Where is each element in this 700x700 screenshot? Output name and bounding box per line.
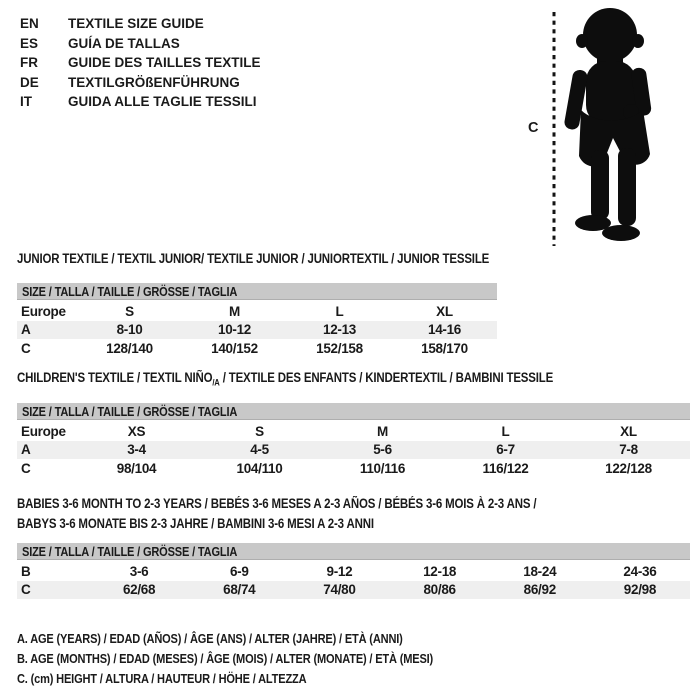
table-cell: 4-5 (250, 442, 269, 458)
toddler-silhouette-icon (560, 6, 667, 246)
language-code: IT (20, 94, 32, 110)
size-header-bar (17, 543, 690, 560)
table-row (17, 441, 690, 460)
language-row-es (20, 34, 261, 54)
table-cell: S (125, 303, 134, 319)
table-cell: 116/122 (482, 460, 529, 476)
junior-size-table (17, 283, 497, 358)
table-cell: 98/104 (116, 460, 157, 476)
table-cell: 68/74 (223, 582, 256, 598)
footnote-a: A. AGE (YEARS) / EDAD (AÑOS) / ÂGE (ANS) / ALTER (JAHRE) / ETÀ (ANNI) (17, 631, 403, 646)
language-label: GUÍA DE TALLAS (68, 35, 180, 51)
section-title (17, 370, 690, 388)
table-cell: 3-6 (129, 563, 149, 579)
height-marker-label: C (528, 120, 539, 136)
table-cell: L (335, 303, 344, 319)
table-cell: XL (436, 303, 453, 319)
table-cell: 62/68 (122, 582, 156, 598)
language-label: TEXTILGRÖßENFÜHRUNG (68, 74, 240, 90)
table-row (17, 581, 690, 600)
section-title-line1: BABIES 3-6 MONTH TO 2-3 YEARS / BEBÉS 3-6 MESES A 2-3 AÑOS / BÉBÉS 3-6 MOIS À 2-3 ANS / (17, 496, 537, 511)
language-row-fr (20, 53, 261, 73)
section-title (17, 494, 690, 534)
row-label: B (21, 563, 31, 579)
table-cell: 12-13 (322, 322, 357, 338)
table-cell: 152/158 (316, 340, 363, 356)
footnotes (17, 629, 507, 689)
section-title-text: JUNIOR TEXTILE / TEXTIL JUNIOR/ TEXTILE JUNIOR / JUNIORTEXTIL / JUNIOR TESSILE (17, 251, 490, 266)
table-cell: 86/92 (523, 582, 556, 598)
row-label: Europe (21, 423, 66, 439)
section-title (17, 252, 497, 266)
table-row (17, 562, 690, 581)
language-code: ES (20, 35, 39, 51)
table-cell: 10-12 (217, 322, 252, 338)
section-title-line2: BABYS 3-6 MONATE BIS 2-3 JAHRE / BAMBINI 3-6 MESI A 2-3 ANNI (17, 516, 374, 531)
height-dashed-line-icon (551, 12, 557, 246)
table-cell: 8-10 (116, 322, 143, 338)
table-cell: M (377, 423, 388, 439)
language-row-it (20, 92, 261, 112)
table-cell: 80/86 (423, 582, 456, 598)
row-label: A (21, 322, 31, 338)
table-cell: 110/116 (359, 460, 406, 476)
language-code: EN (20, 16, 39, 32)
table-cell: 9-12 (326, 563, 353, 579)
size-header-bar (17, 283, 497, 300)
table-cell: 12-18 (423, 563, 457, 579)
table-cell: 74/80 (323, 582, 356, 598)
row-label: C (21, 582, 31, 598)
size-header-text: SIZE / TALLA / TAILLE / GRÖSSE / TAGLIA (22, 543, 238, 559)
table-cell: 6-9 (229, 563, 249, 579)
table-row (17, 422, 690, 441)
title-subscript: /A (212, 377, 220, 388)
size-header-text: SIZE / TALLA / TAILLE / GRÖSSE / TAGLIA (22, 283, 238, 299)
language-label: TEXTILE SIZE GUIDE (68, 16, 204, 32)
section-title-text: CHILDREN'S TEXTILE / TEXTIL $NIÑO_{/A}$ / TEXTILE DES ENFANTS / KINDERTEXTIL / BAMBINI TESSILE (17, 370, 554, 388)
language-row-en (20, 14, 261, 34)
table-cell: 3-4 (127, 442, 146, 458)
footnote-b: B. AGE (MONTHS) / EDAD (MESES) / ÂGE (MOIS) / ALTER (MONATE) / ETÀ (MESI) (17, 651, 434, 666)
table-cell: 18-24 (523, 563, 557, 579)
table-cell: 122/128 (605, 460, 652, 476)
row-label: C (21, 460, 31, 476)
table-cell: L (501, 423, 510, 439)
size-header-text: SIZE / TALLA / TAILLE / GRÖSSE / TAGLIA (22, 403, 238, 419)
table-cell: 7-8 (619, 442, 638, 458)
junior-textile-section (17, 252, 497, 358)
language-label: GUIDA ALLE TAGLIE TESSILI (68, 94, 257, 110)
footnote-c: C. (cm) HEIGHT / ALTURA / HAUTEUR / HÖHE / ALTEZZA (17, 671, 307, 686)
language-row-de (20, 73, 261, 93)
table-cell: 5-6 (373, 442, 392, 458)
table-cell: 14-16 (427, 322, 462, 338)
table-row (17, 459, 690, 478)
table-cell: S (255, 423, 264, 439)
row-label: C (21, 340, 31, 356)
language-list (20, 14, 261, 112)
table-cell: 140/152 (211, 340, 258, 356)
table-cell: XS (127, 423, 146, 439)
childrens-textile-section (17, 371, 690, 478)
table-cell: M (229, 303, 240, 319)
size-header-bar (17, 403, 690, 420)
table-row (17, 321, 497, 340)
table-cell: 104/110 (236, 460, 283, 476)
table-row (17, 302, 497, 321)
babies-size-table (17, 543, 690, 599)
table-cell: XL (620, 423, 637, 439)
table-cell: 24-36 (623, 563, 657, 579)
table-cell: 158/170 (421, 340, 468, 356)
childrens-size-table (17, 403, 690, 478)
language-code: DE (20, 74, 39, 90)
table-cell: 6-7 (496, 442, 515, 458)
language-label: GUIDE DES TAILLES TEXTILE (68, 55, 261, 71)
table-row (17, 339, 497, 358)
table-cell: 92/98 (623, 582, 657, 598)
row-label: A (21, 442, 31, 458)
language-code: FR (20, 55, 38, 71)
babies-textile-section (17, 494, 690, 599)
row-label: Europe (21, 303, 66, 319)
table-cell: 128/140 (106, 340, 153, 356)
